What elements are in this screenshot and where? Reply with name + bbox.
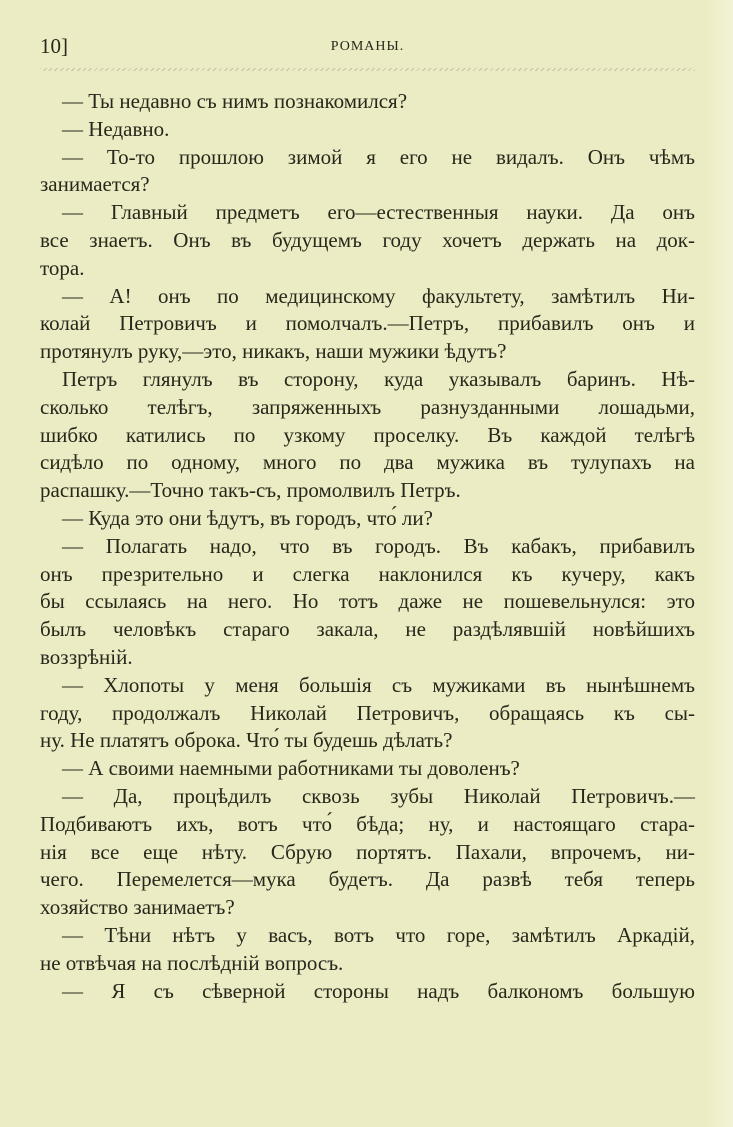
text-line: — Тѣни нѣтъ у васъ, вотъ что горе, замѣтилъ Аркадій, bbox=[62, 922, 695, 947]
text-line: ну. Не платятъ оброка. Что́ ты будешь дѣлать? bbox=[40, 728, 453, 753]
text-line: — Хлопоты у меня большія съ мужиками въ нынѣшнемъ bbox=[62, 672, 695, 697]
paragraph bbox=[40, 144, 695, 200]
text-line: распашку.—Точно такъ-съ, промолвилъ Петръ. bbox=[40, 478, 461, 503]
text-line: онъ презрительно и слегка наклонился къ кучеру, какъ bbox=[40, 561, 695, 586]
paragraph bbox=[40, 116, 695, 144]
page-body-text bbox=[40, 88, 695, 1005]
paragraph bbox=[40, 978, 695, 1006]
text-line: — А своими наемными работниками ты доволенъ? bbox=[62, 756, 520, 781]
paragraph bbox=[40, 505, 695, 533]
paragraph bbox=[40, 366, 695, 505]
page-edge-shading bbox=[703, 0, 733, 1127]
text-line: протянулъ руку,—это, никакъ, наши мужики ѣдутъ? bbox=[40, 339, 507, 364]
text-line: — Куда это они ѣдутъ, въ городъ, что́ ли? bbox=[62, 505, 433, 530]
text-line: колай Петровичъ и помолчалъ.—Петръ, прибавилъ онъ и bbox=[40, 311, 695, 336]
text-line: году, продолжалъ Николай Петровичъ, обращаясь къ сы- bbox=[40, 700, 695, 725]
text-line: сколько телѣгъ, запряженныхъ разнузданными лошадьми, bbox=[40, 394, 695, 419]
text-line: — То-то прошлою зимой я его не видалъ. Онъ чѣмъ bbox=[62, 144, 695, 169]
text-line: бы ссылаясь на него. Но тотъ даже не пошевельнулся: это bbox=[40, 589, 695, 614]
paragraph bbox=[40, 672, 695, 755]
text-line: былъ человѣкъ стараго закала, не раздѣлявшій новѣйшихъ bbox=[40, 617, 695, 642]
text-line: занимается? bbox=[40, 172, 150, 197]
header-rule bbox=[40, 68, 695, 71]
text-line: сидѣло по одному, много по два мужика въ тулупахъ на bbox=[40, 450, 695, 475]
text-line: — Я съ сѣверной стороны надъ балкономъ большую bbox=[62, 978, 695, 1003]
paragraph bbox=[40, 755, 695, 783]
paragraph bbox=[40, 199, 695, 282]
paragraph bbox=[40, 922, 695, 978]
text-line: тора. bbox=[40, 255, 85, 280]
text-line: воззрѣній. bbox=[40, 644, 133, 669]
text-line: чего. Перемелется—мука будетъ. Да развѣ тебя теперь bbox=[40, 867, 695, 892]
text-line: — Главный предметъ его—естественныя науки. Да онъ bbox=[62, 200, 695, 225]
text-line: Петръ глянулъ въ сторону, куда указывалъ баринъ. Нѣ- bbox=[62, 366, 695, 391]
paragraph bbox=[40, 533, 695, 672]
text-line: шибко катились по узкому проселку. Въ каждой телѣгѣ bbox=[40, 422, 695, 447]
text-line: — Недавно. bbox=[62, 116, 170, 141]
text-line: хозяйство занимаетъ? bbox=[40, 895, 235, 920]
text-line: не отвѣчая на послѣдній вопросъ. bbox=[40, 950, 344, 975]
paragraph bbox=[40, 88, 695, 116]
paragraph bbox=[40, 283, 695, 366]
text-line: — Да, процѣдилъ сквозь зубы Николай Петровичъ.— bbox=[62, 783, 695, 808]
text-line: — Полагать надо, что въ городъ. Въ кабакъ, прибавилъ bbox=[62, 533, 695, 558]
text-line: все знаетъ. Онъ въ будущемъ году хочетъ держать на док- bbox=[40, 227, 695, 252]
page-header bbox=[40, 34, 695, 60]
page-number: 10] bbox=[40, 34, 68, 58]
text-line: нія все еще нѣту. Сбрую портятъ. Пахали, впрочемъ, ни- bbox=[40, 839, 695, 864]
text-line: — Ты недавно съ нимъ познакомился? bbox=[62, 89, 408, 113]
paragraph bbox=[40, 783, 695, 922]
running-title: РОМАНЫ. bbox=[330, 39, 405, 54]
text-line: — А! онъ по медицинскому факультету, замѣтилъ Ни- bbox=[62, 283, 695, 308]
text-line: Подбиваютъ ихъ, вотъ что́ бѣда; ну, и настоящаго стара- bbox=[40, 811, 695, 836]
